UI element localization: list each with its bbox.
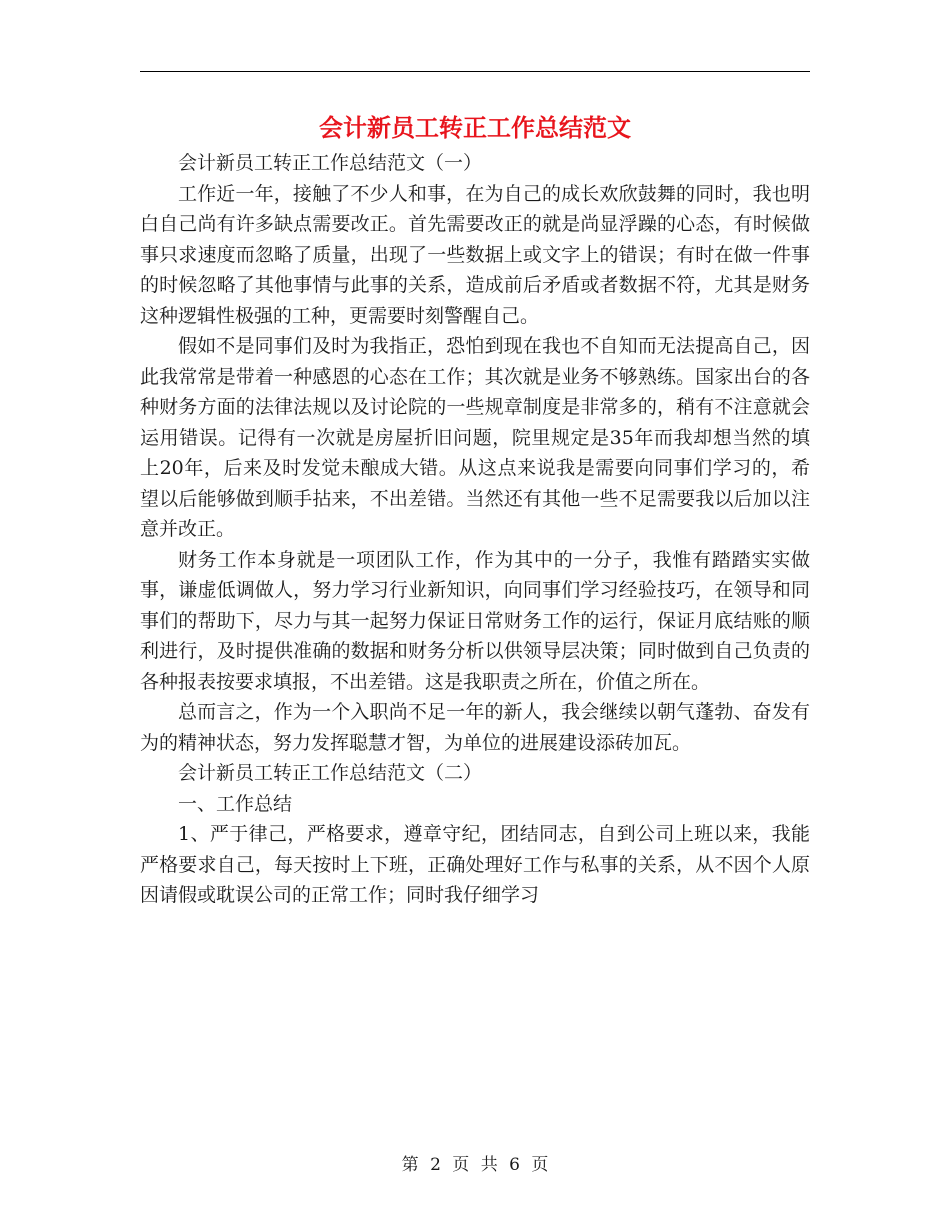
paragraph: 1、严于律己，严格要求，遵章守纪，团结同志，自到公司上班以来，我能严格要求自己，每天按时上下班，正确处理好工作与私事的关系，从不因个人原因请假或耽误公司的正常工作；同时我仔细学习	[140, 823, 810, 906]
paragraph: 假如不是同事们及时为我指正，恐怕到现在我也不自知而无法提高自己，因此我常常是带着一种感恩的心态在工作；其次就是业务不够熟练。国家出台的各种财务方面的法律法规以及讨论院的一些规章制度是非常多的，稍有不注意就会运用错误。记得有一次就是房屋折旧问题，院里规定是35年而我却想当然的填上20年，后来及时发觉未酿成大错。从这点来说我是需要向同事们学习的，希望以后能够做到顺手拈来，不出差错。当然还有其他一些不足需要我以后加以注意并改正。	[140, 335, 810, 540]
page-number: 第 2 页 共 6 页	[401, 1155, 549, 1175]
section-heading: 会计新员工转正工作总结范文（一）	[178, 152, 483, 174]
paragraph: 财务工作本身就是一项团队工作，作为其中的一分子，我惟有踏踏实实做事，谦虚低调做人，努力学习行业新知识，向同事们学习经验技巧，在领导和同事们的帮助下，尽力与其一起努力保证日常财务工作的运行，保证月底结账的顺利进行，及时提供准确的数据和财务分析以供领导层决策；同时做到自己负责的各种报表按要求填报，不出差错。这是我职责之所在，价值之所在。	[140, 548, 810, 693]
paragraph: 工作近一年，接触了不少人和事，在为自己的成长欢欣鼓舞的同时，我也明白自己尚有许多缺点需要改正。首先需要改正的就是尚显浮躁的心态，有时候做事只求速度而忽略了质量，出现了一些数据上或文字上的错误；有时在做一件事的时候忽略了其他事情与此事的关系，造成前后矛盾或者数据不符，尤其是财务这种逻辑性极强的工种，更需要时刻警醒自己。	[140, 182, 810, 327]
header-rule	[140, 71, 810, 72]
document-title: 会计新员工转正工作总结范文	[319, 113, 631, 142]
section-heading: 会计新员工转正工作总结范文（二）	[178, 762, 483, 784]
paragraph: 总而言之，作为一个入职尚不足一年的新人，我会继续以朝气蓬勃、奋发有为的精神状态，努力发挥聪慧才智，为单位的进展建设添砖加瓦。	[140, 701, 810, 754]
document-body	[140, 148, 810, 911]
subsection-heading: 一、工作总结	[178, 792, 293, 815]
